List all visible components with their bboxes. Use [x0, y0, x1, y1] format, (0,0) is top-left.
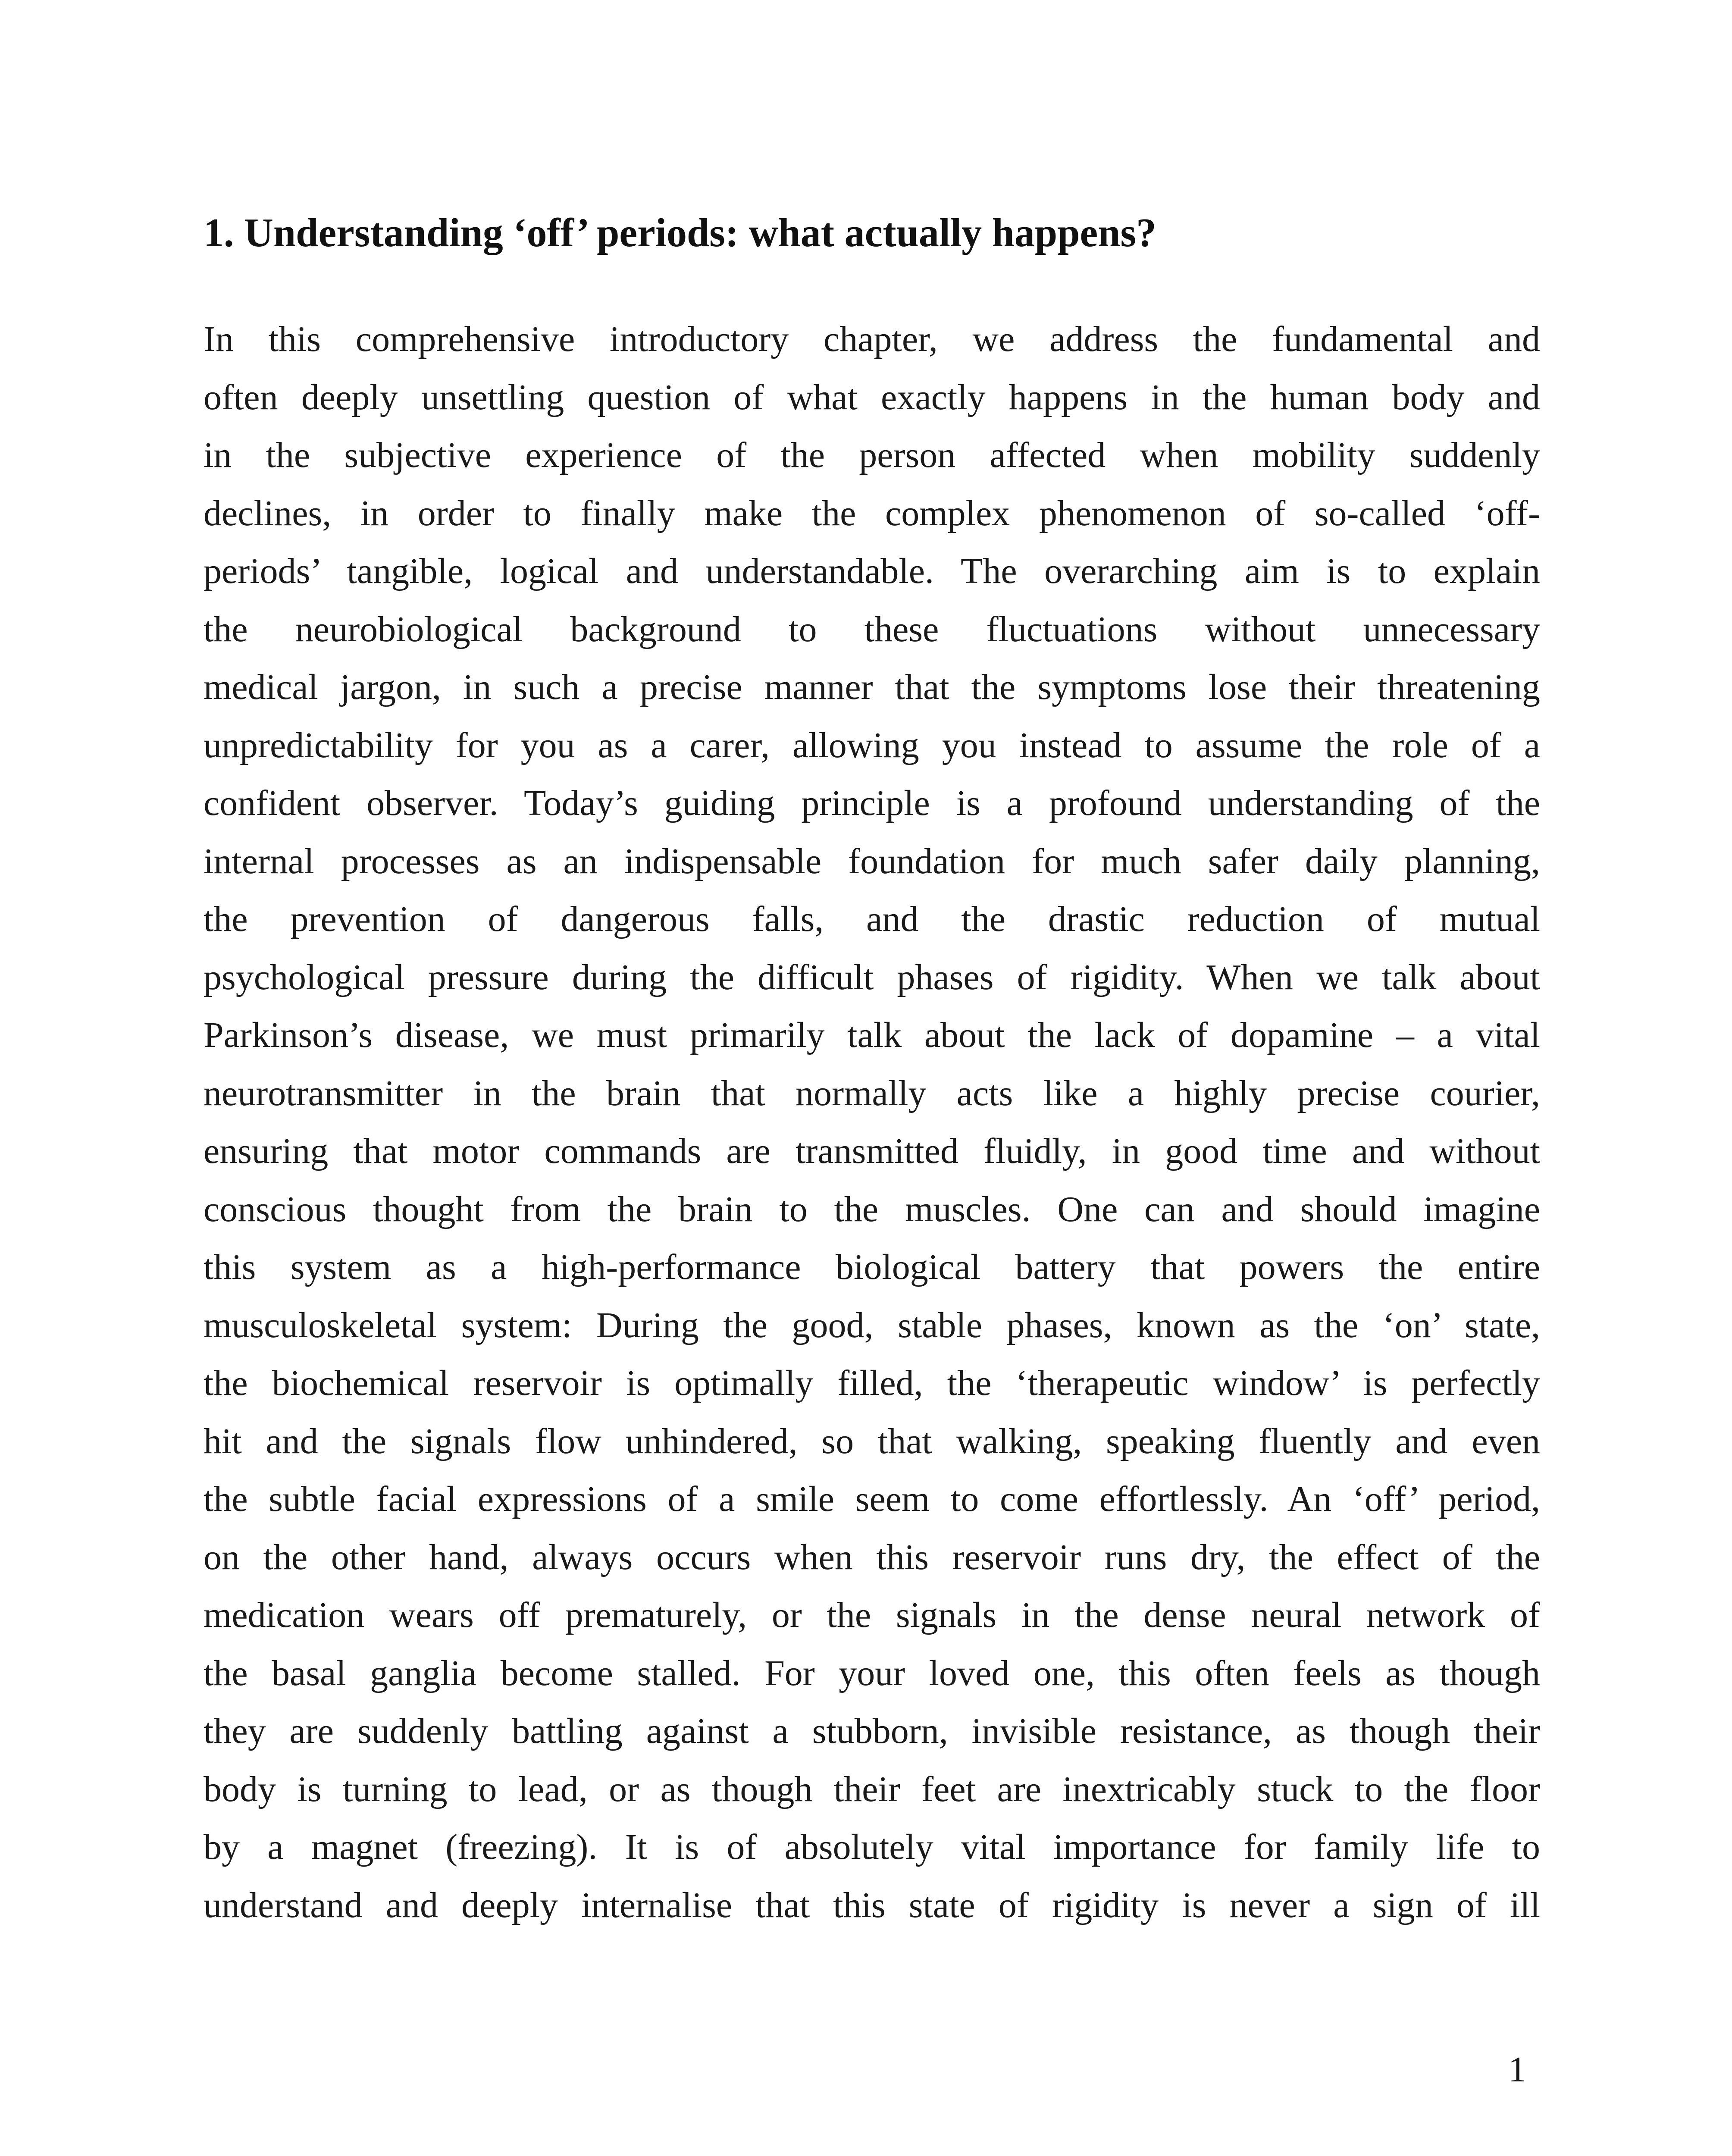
text-line: by a magnet (freezing). It is of absolutely vital importance for family life to: [204, 1827, 1540, 1867]
text-line: hit and the signals flow unhindered, so that walking, speaking fluently and even: [204, 1421, 1540, 1461]
text-line: periods’ tangible, logical and understandable. The overarching aim is to explain: [204, 551, 1540, 591]
text-line: ensuring that motor commands are transmitted fluidly, in good time and without: [204, 1131, 1540, 1171]
page-number: 1: [1508, 2049, 1526, 2090]
text-line: musculoskeletal system: During the good, stable phases, known as the ‘on’ state,: [204, 1305, 1540, 1345]
text-line: the basal ganglia become stalled. For your loved one, this often feels as though: [204, 1653, 1540, 1693]
chapter-heading: 1. Understanding ‘off’ periods: what actually happens?: [204, 210, 1157, 255]
text-line: the subtle facial expressions of a smile seem to come effortlessly. An ‘off’ period,: [204, 1479, 1540, 1519]
text-line: this system as a high-performance biological battery that powers the entire: [204, 1247, 1540, 1287]
text-line: body is turning to lead, or as though their feet are inextricably stuck to the floor: [204, 1769, 1540, 1809]
text-line: in the subjective experience of the person affected when mobility suddenly: [204, 435, 1540, 475]
text-line: often deeply unsettling question of what exactly happens in the human body and: [204, 377, 1540, 417]
text-line: unpredictability for you as a carer, allowing you instead to assume the role of a: [204, 725, 1540, 765]
text-line: Parkinson’s disease, we must primarily talk about the lack of dopamine – a vital: [204, 1015, 1540, 1055]
text-line: understand and deeply internalise that this state of rigidity is never a sign of ill: [204, 1885, 1540, 1925]
text-line: the biochemical reservoir is optimally filled, the ‘therapeutic window’ is perfectly: [204, 1363, 1540, 1403]
text-line: psychological pressure during the difficult phases of rigidity. When we talk about: [204, 957, 1540, 997]
text-line: internal processes as an indispensable foundation for much safer daily planning,: [204, 841, 1540, 881]
text-line: medical jargon, in such a precise manner that the symptoms lose their threatening: [204, 667, 1540, 707]
body-paragraph: [204, 310, 1540, 1934]
text-line: declines, in order to finally make the complex phenomenon of so-called ‘off-: [204, 493, 1540, 533]
text-line: medication wears off prematurely, or the signals in the dense neural network of: [204, 1595, 1540, 1635]
text-line: conscious thought from the brain to the muscles. One can and should imagine: [204, 1189, 1540, 1229]
text-line: neurotransmitter in the brain that normally acts like a highly precise courier,: [204, 1073, 1540, 1113]
text-line: the neurobiological background to these fluctuations without unnecessary: [204, 609, 1540, 649]
text-line: confident observer. Today’s guiding principle is a profound understanding of the: [204, 783, 1540, 823]
text-line: they are suddenly battling against a stubborn, invisible resistance, as though their: [204, 1711, 1540, 1751]
text-line: In this comprehensive introductory chapter, we address the fundamental and: [204, 319, 1540, 359]
text-line: on the other hand, always occurs when this reservoir runs dry, the effect of the: [204, 1537, 1540, 1577]
text-line: the prevention of dangerous falls, and the drastic reduction of mutual: [204, 899, 1540, 939]
